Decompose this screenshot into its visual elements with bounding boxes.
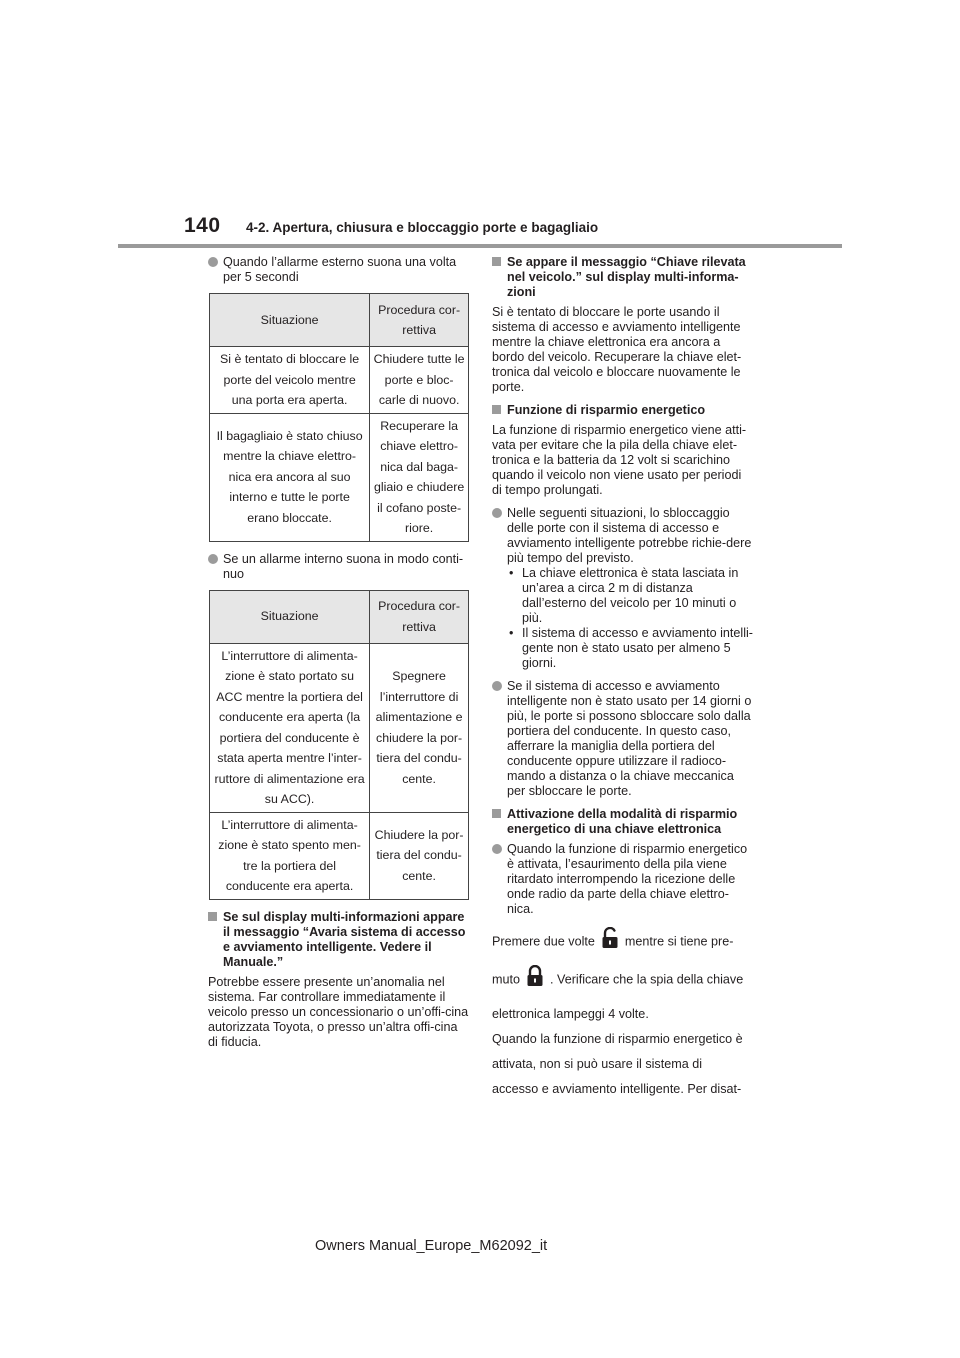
paragraph-line: accesso e avviamento intelligente. Per disat- bbox=[492, 1082, 742, 1096]
square-bullet-icon bbox=[492, 405, 501, 414]
bullet-item bbox=[208, 552, 470, 582]
section-title: 4-2. Apertura, chiusura e bloccaggio porte e bagagliaio bbox=[246, 220, 599, 235]
sub-list bbox=[507, 566, 754, 671]
table-cell: Si è tentato di bloccare le porte del veicolo mentre una porta era aperta. bbox=[210, 347, 370, 414]
bullet-item bbox=[492, 506, 754, 671]
header-rule bbox=[118, 244, 842, 248]
bullet-item bbox=[208, 255, 470, 285]
paragraph: Si è tentato di bloccare le porte usando il sistema di accesso e avviamento intelligente mentre la chiave elettronica era ancora a bordo del veicolo. Recuperare la chiave elet-tronica dal veicolo e bloccare nuovamente le porte. bbox=[492, 305, 742, 394]
page-number: 140 bbox=[184, 214, 221, 237]
bullet-dot-icon bbox=[492, 681, 502, 691]
bullet-text: Se il sistema di accesso e avviamento intelligente non è stato usato per 14 giorni o più, le porte si possono sbloccare solo dalla portiera del conducente. In questo caso, afferrare la maniglia della portiera del conducente oppure utilizzare il radioco-mando a distanza o la chiave meccanica per sbloccare le porte. bbox=[507, 679, 752, 798]
bullet-text: Nelle seguenti situazioni, lo sbloccaggio delle porte con il sistema di accesso e avviamento intelligente potrebbe richie-dere più tempo del previsto. bbox=[507, 506, 752, 565]
section-heading-text: Funzione di risparmio energetico bbox=[507, 403, 706, 417]
table-header-cell: Procedura cor-rettiva bbox=[370, 590, 469, 643]
paragraph: Potrebbe essere presente un’anomalia nel sistema. Far controllare immediatamente il veicolo presso un concessionario o un’offi-cina autorizzata Toyota, o presso un’altra offi-cina di fiducia. bbox=[208, 974, 469, 1049]
table-header-row bbox=[210, 590, 469, 643]
section-heading-text: Attivazione della modalità di risparmio energetico di una chiave elettronica bbox=[507, 807, 738, 836]
table-external-alarm bbox=[209, 293, 469, 542]
table-header-cell: Situazione bbox=[210, 294, 370, 347]
bullet-dot-icon bbox=[208, 257, 218, 267]
list-item: • Il sistema di accesso e avviamento intelli-gente non è stato usato per almeno 5 giorni. bbox=[509, 626, 753, 670]
bullet-text: Quando la funzione di risparmio energetico è attivata, l’esaurimento della pila viene ritardato interrompendo la ricezione delle onde radio da parte della chiave elettro-nica. bbox=[507, 842, 748, 916]
table-cell: Chiudere tutte le porte e bloc-carle di nuovo. bbox=[370, 347, 469, 414]
square-bullet-icon bbox=[492, 257, 501, 266]
unlock-icon bbox=[601, 927, 619, 957]
bullet-dot-icon bbox=[492, 844, 502, 854]
instruction-line: Premere due volte mentre si tiene pre- bbox=[492, 927, 754, 957]
table-cell: Spegnere l’interruttore di alimentazione e chiudere la por-tiera del condu-cente. bbox=[370, 643, 469, 812]
bullet-text: Se un allarme interno suona in modo conti-nuo bbox=[223, 551, 464, 581]
instruction-line: elettronica lampeggi 4 volte. bbox=[492, 1007, 649, 1021]
table-cell: Recuperare la chiave elettro-nica dal baga-gliaio e chiudere il cofano poste-riore. bbox=[370, 413, 469, 541]
table-row bbox=[210, 413, 469, 541]
instruction-line: muto . Verificare che la spia della chiave bbox=[492, 965, 754, 995]
table-row bbox=[210, 347, 469, 414]
table-row bbox=[210, 643, 469, 812]
right-column bbox=[492, 255, 754, 1103]
table-header-row bbox=[210, 294, 469, 347]
table-cell: L’interruttore di alimenta-zione è stato portato su ACC mentre la portiera del conducente era aperta (la portiera del conducente è stata aperta mentre l’inter-ruttore di alimentazione era su ACC). bbox=[210, 643, 370, 812]
left-column bbox=[208, 255, 470, 1058]
table-row bbox=[210, 812, 469, 899]
section-heading bbox=[492, 255, 754, 300]
section-heading-text: Se appare il messaggio “Chiave rilevata nel veicolo.” sul display multi-informa-zioni bbox=[507, 255, 746, 299]
lock-icon bbox=[526, 965, 544, 995]
section-heading-text: Se sul display multi-informazioni appare il messaggio “Avaria sistema di accesso e avviamento intelligente. Vedere il Manuale.” bbox=[223, 909, 466, 969]
square-bullet-icon bbox=[492, 809, 501, 818]
section-heading bbox=[492, 403, 754, 418]
table-header-cell: Situazione bbox=[210, 590, 370, 643]
footer-text: Owners Manual_Europe_M62092_it bbox=[315, 1238, 548, 1254]
bullet-item bbox=[492, 842, 754, 917]
table-internal-alarm bbox=[209, 590, 469, 900]
table-cell: Chiudere la por-tiera del condu-cente. bbox=[370, 812, 469, 899]
bullet-text: Quando l’allarme esterno suona una volta per 5 secondi bbox=[223, 255, 457, 284]
paragraph: La funzione di risparmio energetico viene atti-vata per evitare che la pila della chiave elet-tronica e la batteria da 12 volt si scarichino quando il veicolo non viene usato per periodi di tempo prolungati. bbox=[492, 423, 747, 497]
paragraph-line: Quando la funzione di risparmio energetico è bbox=[492, 1032, 743, 1046]
bullet-item bbox=[492, 679, 754, 799]
list-item: • La chiave elettronica è stata lasciata in un’area a circa 2 m di distanza dall’esterno del veicolo per 10 minuti o più. bbox=[509, 566, 739, 625]
bullet-dot-icon bbox=[208, 554, 218, 564]
table-cell: Il bagagliaio è stato chiuso mentre la chiave elettro-nica era ancora al suo interno e tutte le porte erano bloccate. bbox=[210, 413, 370, 541]
section-heading bbox=[208, 910, 470, 970]
paragraph-line: attivata, non si può usare il sistema di bbox=[492, 1057, 703, 1071]
square-bullet-icon bbox=[208, 912, 217, 921]
table-header-cell: Procedura cor-rettiva bbox=[370, 294, 469, 347]
bullet-dot-icon bbox=[492, 508, 502, 518]
table-cell: L’interruttore di alimenta-zione è stato spento men-tre la portiera del conducente era aperta. bbox=[210, 812, 370, 899]
section-heading bbox=[492, 807, 754, 837]
